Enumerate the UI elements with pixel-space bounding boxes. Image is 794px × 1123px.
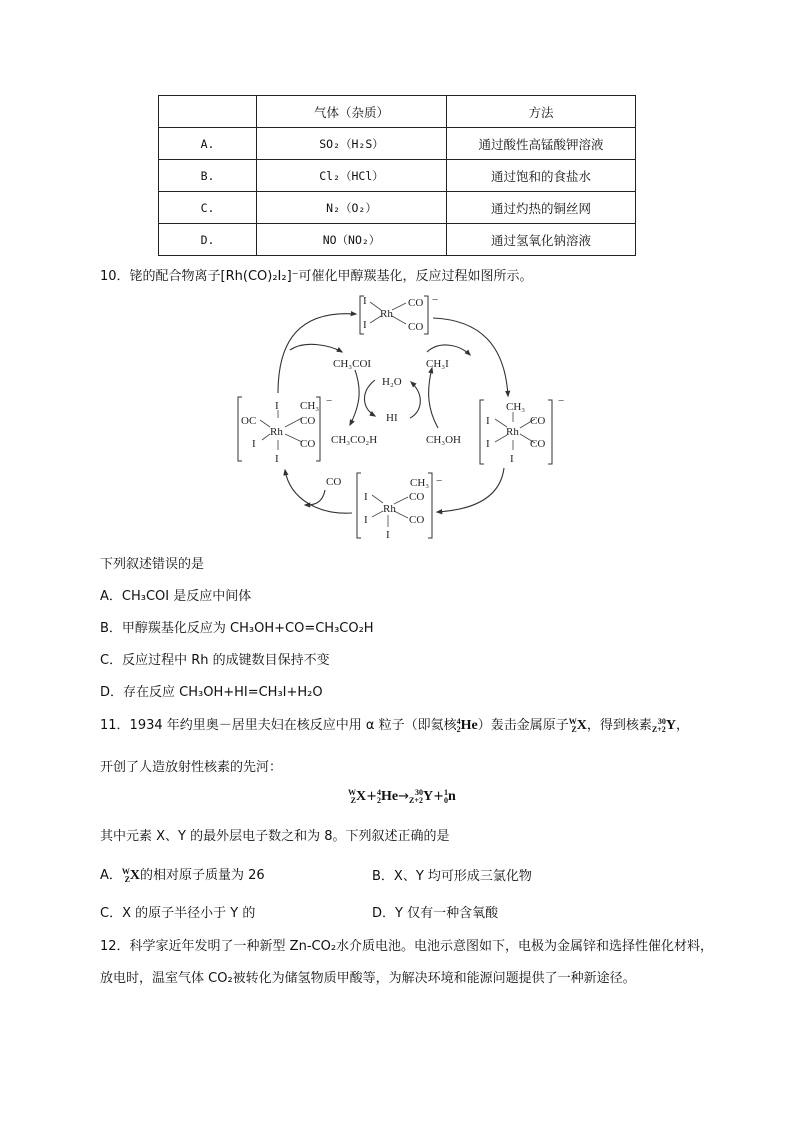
svg-text:I: I — [486, 438, 490, 450]
question-11-line2: 开创了人造放射性核素的先河： — [100, 760, 283, 775]
svg-text:HI: HI — [386, 412, 398, 424]
option-cell: A. — [159, 128, 257, 160]
question-number: 10． — [100, 269, 130, 284]
nuclear-equation: W Z X+ 4 2 He→ 30 Z+2 Y+ 1 0 n — [348, 788, 456, 806]
svg-text:Rh: Rh — [270, 426, 283, 438]
svg-text:−: − — [326, 395, 333, 407]
svg-text:I: I — [364, 491, 368, 503]
nuclide-he: 4 2 He — [456, 717, 478, 734]
option-cell: D. — [159, 224, 257, 256]
svg-text:−: − — [558, 395, 565, 407]
svg-text:Rh: Rh — [380, 308, 393, 320]
method-cell: 通过灼热的铜丝网 — [447, 192, 636, 224]
svg-text:CO: CO — [300, 438, 316, 450]
method-cell: 通过氢氧化钠溶液 — [447, 224, 636, 256]
svg-text:CH₃: CH₃ — [410, 477, 430, 489]
header-cell: 气体（杂质） — [257, 96, 447, 128]
option-b: B．甲醇羰基化反应为 CH₃OH+CO=CH₃CO₂H — [100, 621, 374, 636]
svg-text:I: I — [386, 529, 390, 541]
gas-cell: NO（NO₂） — [257, 224, 447, 256]
svg-text:Rh: Rh — [506, 426, 519, 438]
svg-text:CH₃OH: CH₃OH — [426, 434, 462, 446]
svg-text:I: I — [252, 438, 256, 450]
option-c: C．X 的原子半径小于 Y 的 — [100, 906, 256, 921]
question-11-stem — [100, 714, 689, 734]
option-a: A．CH₃COI 是反应中间体 — [100, 589, 252, 604]
svg-text:CO: CO — [408, 297, 424, 309]
small-molecules — [326, 358, 461, 488]
header-cell: 方法 — [447, 96, 636, 128]
svg-text:CO: CO — [300, 415, 316, 427]
question-number: 11． — [100, 718, 130, 733]
method-cell: 通过酸性高锰酸钾溶液 — [447, 128, 636, 160]
svg-text:−: − — [432, 294, 439, 306]
gas-cell: Cl₂（HCl） — [257, 160, 447, 192]
svg-text:CH₃CO₂H: CH₃CO₂H — [331, 434, 378, 446]
svg-text:−: − — [436, 475, 443, 487]
option-c: C．反应过程中 Rh 的成键数目保持不变 — [100, 653, 330, 668]
question-text: 铑的配合物离子[Rh(CO)₂I₂]⁻可催化甲醇羰基化，反应过程如图所示。 — [129, 269, 533, 284]
svg-text:CH₃: CH₃ — [506, 401, 526, 413]
svg-text:H₂O: H₂O — [382, 376, 402, 388]
svg-text:CH₃COI: CH₃COI — [333, 358, 372, 370]
option-b: B．X、Y 均可形成三氯化物 — [372, 869, 532, 884]
alpha-symbol: α — [365, 718, 375, 733]
question-11-line3: 其中元素 X、Y 的最外层电子数之和为 8。下列叙述正确的是 — [100, 829, 450, 844]
gas-cell: SO₂（H₂S） — [257, 128, 447, 160]
text: 粒子（即氦核 — [378, 718, 457, 733]
svg-text:I: I — [363, 295, 367, 307]
svg-text:OC: OC — [241, 415, 257, 427]
nuclide-x: W Z X — [568, 717, 587, 734]
svg-text:CO: CO — [409, 514, 425, 526]
svg-text:CO: CO — [326, 476, 342, 488]
text: ，得到核素 — [586, 718, 652, 733]
option-d: D．存在反应 CH₃OH+HI=CH₃I+H₂O — [100, 685, 323, 700]
catalytic-cycle-diagram — [0, 0, 794, 560]
option-cell: B. — [159, 160, 257, 192]
svg-text:I: I — [363, 319, 367, 331]
svg-text:CO: CO — [530, 415, 546, 427]
svg-text:I: I — [275, 453, 279, 465]
option-cell: C. — [159, 192, 257, 224]
nuclide-y: 30 Z+2 Y — [651, 717, 676, 734]
option-a: A． W Z X的相对原子质量为 26 — [100, 867, 265, 884]
svg-text:I: I — [275, 400, 279, 412]
svg-text:CO: CO — [409, 491, 425, 503]
question-12-line2: 放电时，温室气体 CO₂被转化为储氢物质甲酸等，为解决环境和能源问题提供了一种新途径。 — [100, 971, 636, 986]
question-10-prompt: 下列叙述错误的是 — [100, 557, 205, 572]
svg-text:CH₃: CH₃ — [300, 400, 320, 412]
gas-cell: N₂（O₂） — [257, 192, 447, 224]
question-12-line1: 12．科学家近年发明了一种新型 Zn-CO₂水介质电池。电池示意图如下，电极为金属锌和选择性催化材料， — [100, 939, 714, 954]
complex-left — [241, 395, 332, 465]
svg-text:CH₃I: CH₃I — [426, 358, 449, 370]
text: 1934 年约里奥－居里夫妇在核反应中用 — [129, 718, 362, 733]
complex-bottom — [364, 475, 442, 541]
svg-text:CO: CO — [530, 438, 546, 450]
svg-text:I: I — [486, 415, 490, 427]
method-cell: 通过饱和的食盐水 — [447, 160, 636, 192]
text: ）轰击金属原子 — [477, 718, 569, 733]
svg-text:Rh: Rh — [383, 503, 396, 515]
svg-text:I: I — [364, 514, 368, 526]
complex-top — [363, 294, 438, 333]
svg-text:CO: CO — [408, 321, 424, 333]
text: ， — [675, 718, 689, 733]
svg-text:I: I — [510, 453, 514, 465]
option-d: D．Y 仅有一种含氧酸 — [372, 906, 499, 921]
